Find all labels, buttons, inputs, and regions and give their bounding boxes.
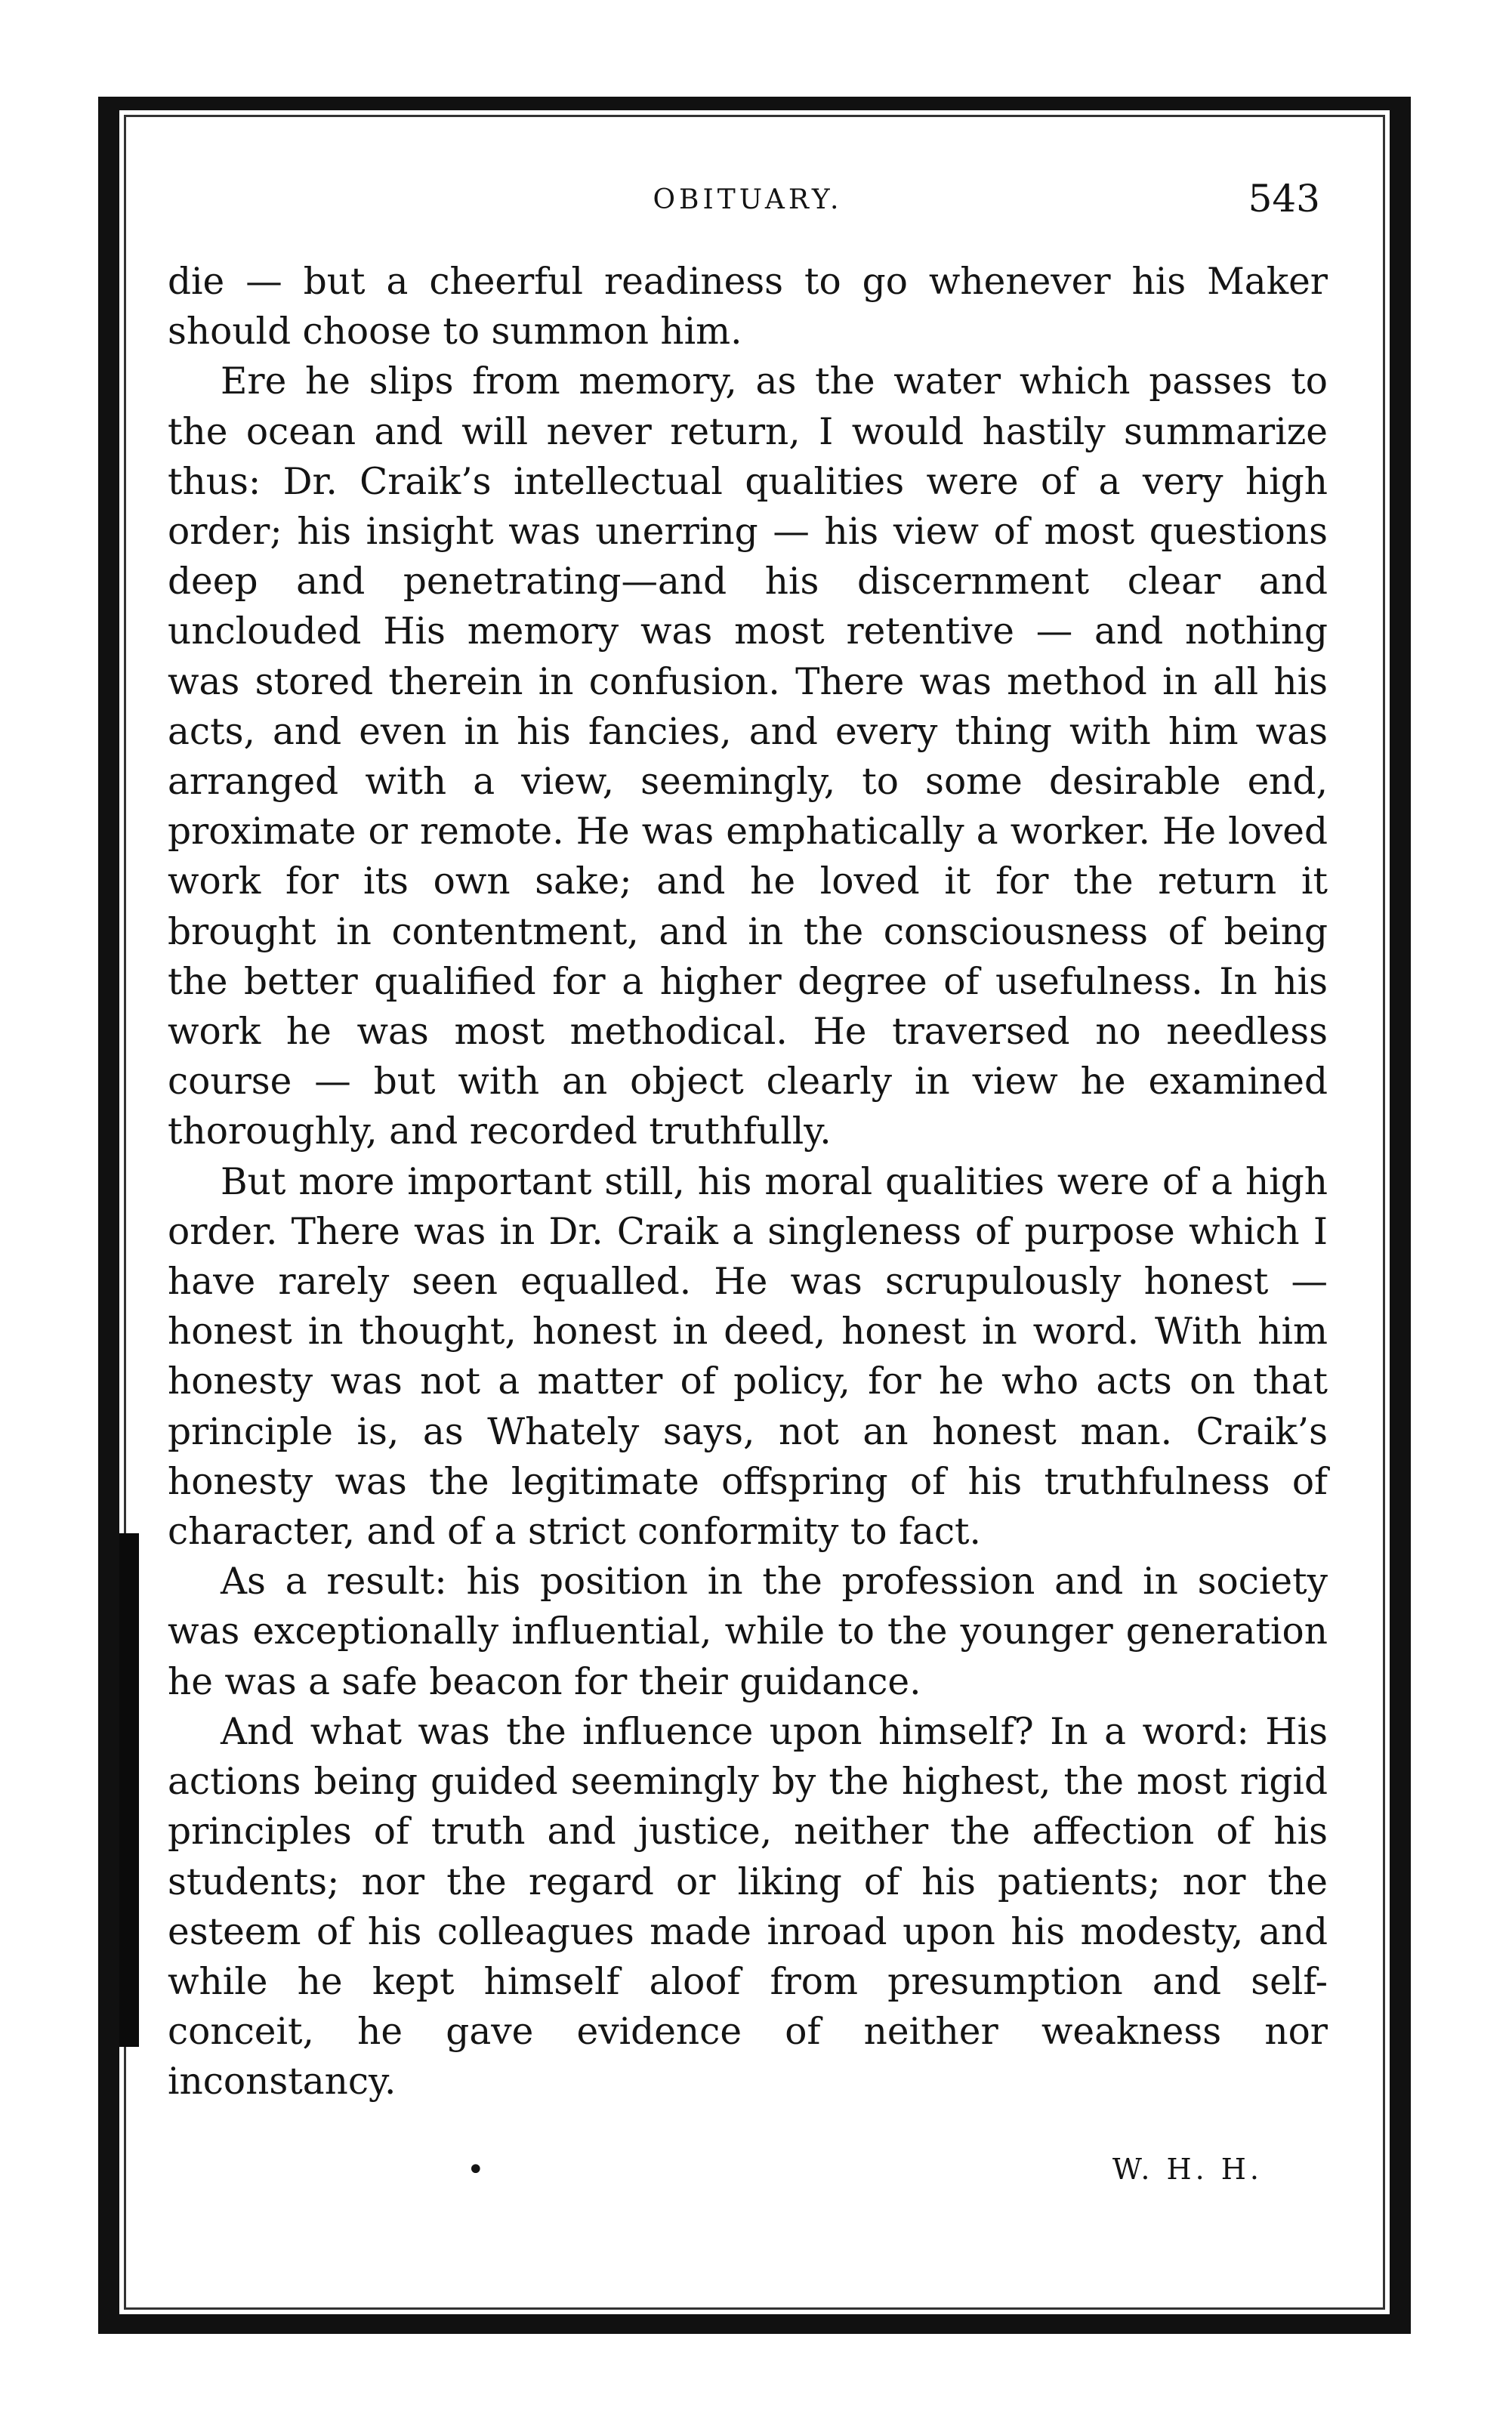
paragraph-2: Ere he slips from memory, as the water which passes to the ocean and will never return, I would hastily summarize thus: Dr. Craik’s intellectual qualities were of a very high order; his insight was unerring — his view of most questions deep and penetrating—and his discernment clear and unclouded His memory was most retentive — and nothing was stored therein in confusion. There was method in all his acts, and even in his fancies, and every thing with him was arranged with a view, seemingly, to some desirable end, proximate or remote. He was emphatically a worker. He loved work for its own sake; and he loved it for the return it brought in contentment, and in the consciousness of being the better qualified for a higher degree of usefulness. In his work he was most methodical. He traversed no needless course — but with an object clearly in view he examined thoroughly, and recorded truthfully. [168, 360, 1328, 1153]
paragraph-4: As a result: his position in the profession and in society was exceptionally influential, while to the younger generation he was a safe beacon for their guidance. [168, 1560, 1328, 1703]
signature-line [168, 2151, 1328, 2196]
paragraph-1: die — but a cheerful readiness to go whenever his Maker should choose to summon him. [168, 261, 1328, 353]
bullet-dot: • [467, 2153, 489, 2187]
paragraph-3: But more important still, his moral qualities were of a high order. There was in Dr. Craik a singleness of purpose which I have rarely seen equalled. He was scrupulously honest — honest in thought, honest in deed, honest in word. With him honesty was not a matter of policy, for he who acts on that principle is, as Whately says, not an honest man. Craik’s honesty was the legitimate offspring of his truthfulness of character, and of a strict conformity to fact. [168, 1160, 1328, 1554]
author-initials: W. H. H. [1112, 2153, 1263, 2186]
margin-ink-stain [119, 1533, 139, 2047]
running-head: OBITUARY. [653, 184, 843, 215]
page-number: 543 [1248, 177, 1320, 221]
page-header [166, 174, 1329, 227]
paragraph-5: And what was the influence upon himself? In a word: His actions being guided seemingly by the highest, the most rigid principles of truth and justice, neither the affection of his students; nor the regard or liking of his patients; nor the esteem of his colleagues made inroad upon his modesty, and while he kept himself aloof from presumption and self-conceit, he gave evidence of neither weakness nor inconstancy. [168, 1710, 1328, 2104]
obituary-text [168, 257, 1328, 2107]
